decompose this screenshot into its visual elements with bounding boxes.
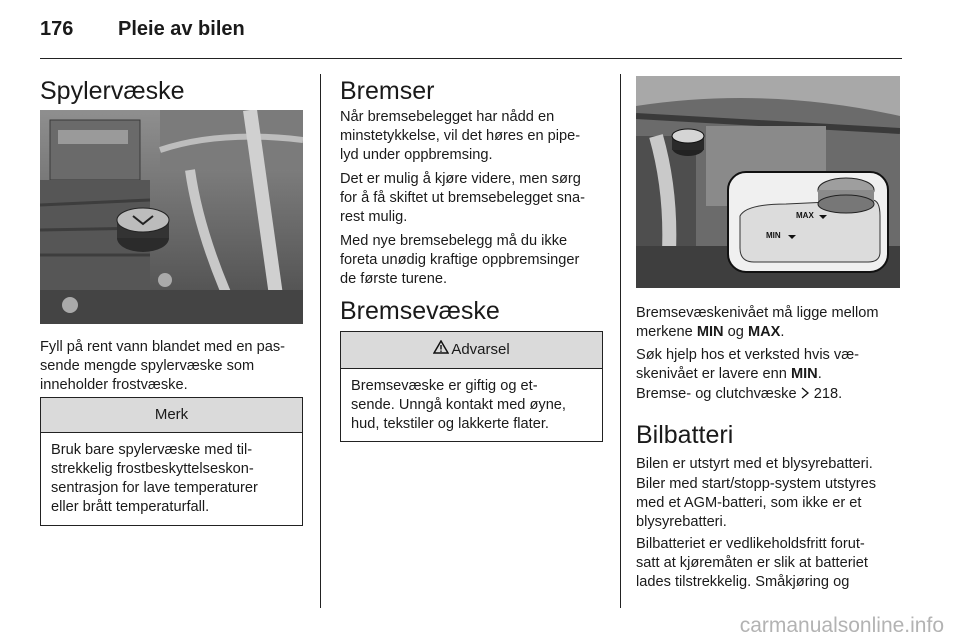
warning-box — [340, 331, 603, 442]
section-heading-spylervaeske: Spylervæske — [40, 77, 185, 105]
text-run: . — [817, 366, 822, 382]
bremser-text-2: Det er mulig å kjøre videre, men sørg for å få skiftet ut bremsebelegget sna- rest mulig. — [340, 171, 585, 225]
battery-text-3: Bilbatteriet er vedlikeholdsfritt forut- satt at kjøremåten er slik at batteriet lades tilstrekkelig. Småkjøring og — [636, 536, 868, 590]
section-heading-bilbatteri: Bilbatteri — [636, 421, 734, 449]
bremser-text-3: Med nye bremsebelegg må du ikke foreta unødig kraftige oppbremsinger de første turene. — [340, 233, 580, 287]
ref-text: Bremse- og clutchvæske — [636, 386, 797, 402]
brake-fluid-level-text — [636, 304, 906, 342]
column-divider-2 — [620, 74, 621, 608]
text-run: Bremsevæskenivået må ligge mellom merkene — [636, 305, 879, 340]
bremser-text-1: Når bremsebelegget har nådd en minstetykkelse, vil det høres en pipe- lyd under oppbremsing. — [340, 109, 581, 163]
washer-fluid-text: Fyll på rent vann blandet med en pas- sende mengde spylervæske som inneholder frostvæske. — [40, 339, 285, 393]
warning-triangle-icon — [433, 332, 449, 368]
section-heading-bremser: Bremser — [340, 77, 435, 105]
min-mark: MIN — [790, 366, 818, 382]
text-run: Søk hjelp hos et verksted hvis væ- skenivået er lavere enn — [636, 347, 860, 382]
max-mark: MAX — [747, 324, 781, 340]
section-heading-bremsevaeske: Bremsevæske — [340, 297, 500, 325]
brake-fluid-illustration — [636, 76, 900, 288]
reservoir-max-label: MAX — [796, 211, 814, 220]
text-run: og — [723, 324, 748, 340]
header-rule — [40, 58, 902, 59]
warning-header — [341, 332, 602, 369]
column-divider-1 — [320, 74, 321, 608]
workshop-text — [636, 346, 906, 384]
chapter-title: Pleie av bilen — [118, 18, 245, 40]
warning-body: Bremsevæske er giftig og et- sende. Unngå kontakt med øyne, hud, tekstiler og lakkerte flater. — [351, 378, 566, 432]
note-body: Bruk bare spylervæske med til- strekkelig frostbeskyttelseskon- sentrasjon for lave temperaturer eller brått temperaturfall. — [51, 442, 258, 515]
page-ref-arrow-icon — [801, 386, 810, 405]
reservoir-inset — [728, 172, 888, 272]
reservoir-min-label: MIN — [766, 231, 781, 240]
battery-text-1: Bilen er utstyrt med et blysyrebatteri. — [636, 456, 873, 472]
min-mark: MIN — [696, 324, 724, 340]
brake-fluid-photo — [636, 76, 900, 288]
note-box — [40, 397, 303, 526]
text-run: . — [780, 324, 785, 340]
page-number: 176 — [40, 18, 74, 40]
washer-fluid-illustration — [40, 110, 303, 324]
warning-title: Advarsel — [451, 341, 510, 358]
battery-text-2: Biler med start/stopp-system utstyres med et AGM-batteri, som ikke er et blysyrebatteri. — [636, 476, 877, 530]
brake-clutch-ref[interactable] — [636, 385, 906, 405]
washer-fluid-photo — [40, 110, 303, 324]
ref-page: 218. — [813, 386, 843, 402]
watermark: carmanualsonline.info — [739, 614, 944, 637]
note-title: Merk — [41, 398, 302, 433]
